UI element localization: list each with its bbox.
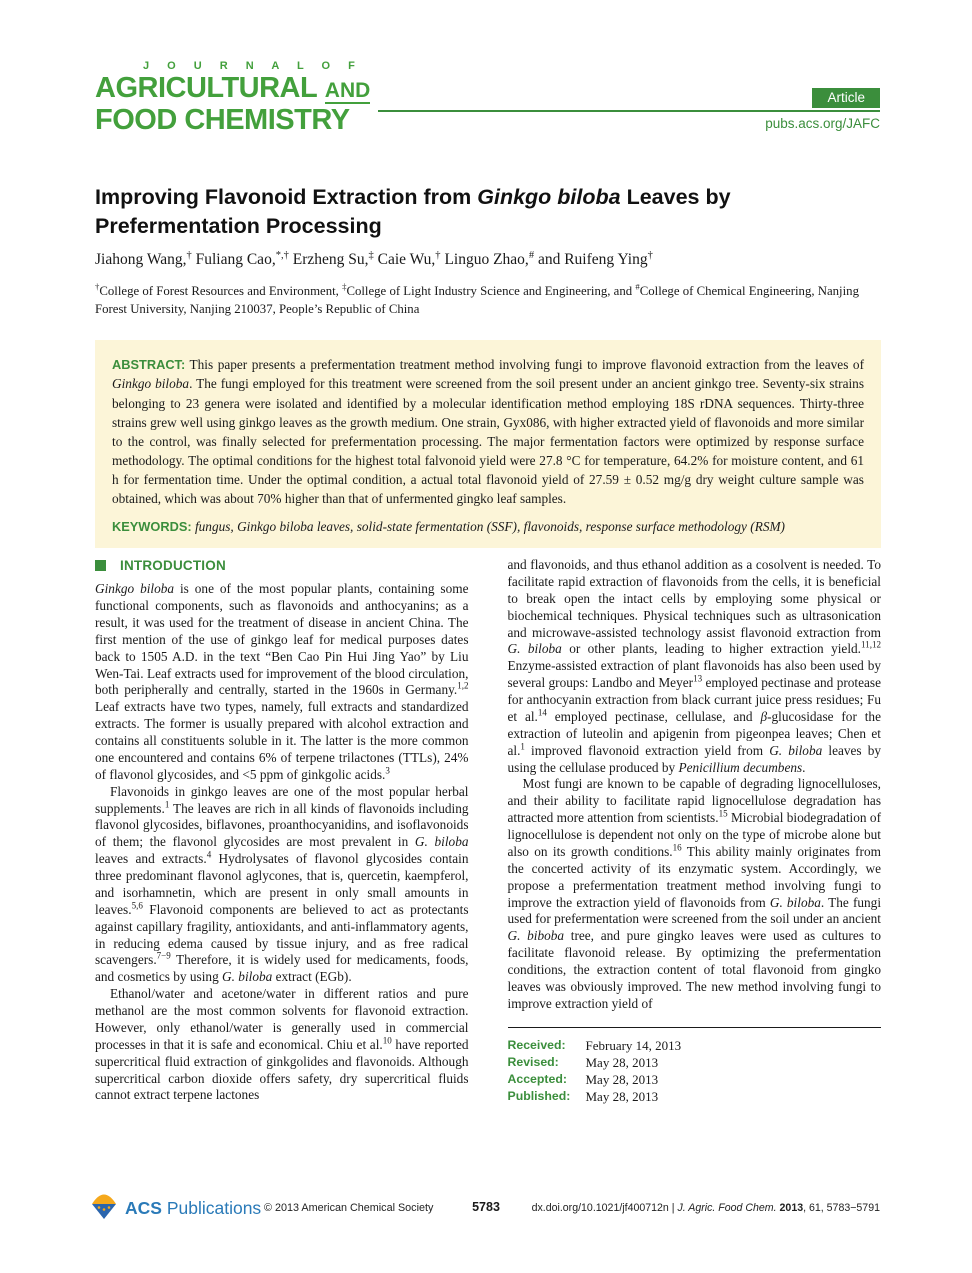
date-row-accepted (508, 1071, 882, 1088)
date-label: Accepted: (507, 1071, 567, 1086)
right-column (508, 557, 882, 1105)
intro-paragraph-5: Most fungi are known to be capable of degrading lignocelluloses, and their ability to facilitate rapid lignocellulose degradation has attracted more attention from scientists.$^{15}$ Microbial biodegradation of lignocellulose is dependent not only on the type of microbe alone but also on its growth conditions.$^{16}$ This ability mainly originates from the concerted activity of its enzymatic system. Accordingly, we propose a prefermentation treatment method involving fungi to improve the extraction yield of flavonoids from G. biloba. The fungi used for prefermentation were screened from the soil under an ancient G. biboba tree, and pure gingko leaves were used as cultures to facilitate flavonoid release. By optimizing the prefermentation conditions, the extraction content of total flavonoid from gingko leaves was obviously improved. The new method involving fungi to improve extraction yield of (507, 776, 882, 1011)
date-row-revised (508, 1054, 882, 1071)
title-block (95, 183, 881, 319)
page-footer (0, 1190, 972, 1230)
journal-logo-line2: FOOD CHEMISTRY (95, 104, 350, 137)
keywords-label: KEYWORDS: (112, 519, 192, 535)
acs-logo-icon (90, 1192, 118, 1225)
date-value: May 28, 2013 (585, 1089, 659, 1105)
header-divider (378, 110, 880, 112)
journal-logo-and: AND (324, 79, 371, 102)
date-label: Published: (507, 1089, 571, 1104)
abstract-label: ABSTRACT: (112, 357, 186, 372)
article-body (95, 557, 881, 1105)
page-number: 5783 (472, 1200, 500, 1214)
date-value: February 14, 2013 (585, 1037, 682, 1053)
left-column (95, 557, 469, 1105)
article-dates-block (508, 1027, 882, 1106)
journal-masthead (95, 60, 370, 137)
keywords-text: fungus, Ginkgo biloba leaves, solid-state fermentation (SSF), flavonoids, response surface methodology (RSM) (194, 519, 785, 535)
intro-paragraph-2: Flavonoids in ginkgo leaves are one of the most popular herbal supplements.$^1$ The leaves are rich in all kinds of flavonoids including flavonol glycosides, biflavones, proanthocyanidins, and isoflavonoids of them; the flavonol glycosides are most prevalent in G. biloba leaves and extracts.$^4$ Hydrolysates of flavonol glycosides contain three predominant flavonol aglycones, that is, quercetin, kaempferol, and isorhamnetin, which are present in only small amounts in leaves.$^{5,6}$ Flavonoid components are believed to act as protectants against capillary fragility, antioxidants, and anti-inflammatory agents, in reducing edema caused by tissue injury, and as free radical scavengers.$^{7-9}$ Therefore, it is widely used for medicaments, foods, and cosmetics by using G. biloba extract (EGb). (95, 783, 469, 985)
abstract-text: This paper presents a prefermentation treatment method involving fungi to improve flavonoid extraction from the leaves of Ginkgo biloba. The fungi employed for this treatment were screened from the soil present under an ancient ginkgo tree. Seventy-six strains belonging to 23 genera were isolated and identified by a molecular identification method employing 18S rDNA sequences. Thirty-three strains grew well using ginkgo leaves as the growth medium. One strain, Gyx086, with higher extracted yield of flavonoids and more similar to the control, was finally selected for prefermentation processing. The major fermentation factors were optimized by response surface methodology. The optimal conditions for the highest total falvonoid yield were 27.8 °C for temperature, 64.2% for moisture content, and 61 h for fermentation time. Under the optimal condition, a actual total flavonoid yield of 27.59 ± 0.52 mg/g dry weight culture sample was obtained, which was about 70% higher than that of unfermented gingko leaf samples. (112, 357, 865, 507)
journal-logo-line1: AGRICULTURAL AND (95, 72, 371, 104)
intro-paragraph-4: and flavonoids, and thus ethanol addition as a cosolvent is needed. To facilitate rapid extraction of flavonoids from the cells, it is beneficial to break open the intact cells by employing some physical or biochemical techniques. Physical techniques such as ultrasonication and microwave-assisted technology assist flavonoid extraction from G. biloba or other plants, leading to higher extraction yield.$^{11,12}$ Enzyme-assisted extraction of plant flavonoids has also been used by several groups: Landbo and Meyer$^{13}$ employed pectinase and protease for anthocyanin extraction from black currant juice press residues; Fu et al.$^{14}$ employed pectinase, cellulase, and β-glucosidase for the extraction of luteolin and apigenin from pigeonpea leaves; Chen et al.$^1$ improved flavonoid extraction yield from G. biloba leaves by using the cellulase produced by Penicillium decumbens. (507, 557, 882, 775)
acs-publications-logo[interactable] (90, 1192, 261, 1225)
date-value: May 28, 2013 (585, 1071, 659, 1087)
acs-logo-text: ACS Publications (125, 1198, 262, 1218)
abstract-paragraph (112, 355, 864, 508)
abstract-box (95, 340, 881, 548)
date-label: Received: (507, 1037, 566, 1052)
article-type-badge: Article (812, 88, 880, 108)
journal-of-text: J O U R N A L O F (143, 60, 363, 72)
intro-paragraph-1: Ginkgo biloba is one of the most popular plants, containing some functional components, such as flavonoids and anthocyanins; as a result, it was used for the treatment of disease in ancient China. The first mention of the use of ginkgo leaf for medical purposes dates back to 1505 A.D. in the text “Ben Cao Pin Hui Jing Yao” by Liu Wen-Tai. Leaf extracts used for improvement of the blood circulation, both peripherally and centrally, started in the 1960s in Germany.$^{1,2}$ Leaf extracts have two types, namely, full extracts and standardized extracts. The former is usually prepared with alcohol extraction and contains all constituents soluble in it. The latter is the more common one encountered and contains 6% of terpene trilactones (TTLs), 24% of flavonol glycosides, and <5 ppm of ginkgolic acids.$^3$ (95, 581, 469, 782)
date-value: May 28, 2013 (585, 1054, 659, 1070)
introduction-heading-label: INTRODUCTION (120, 558, 226, 573)
journal-url-link[interactable]: pubs.acs.org/JAFC (765, 116, 880, 131)
date-label: Revised: (507, 1054, 559, 1069)
date-row-published (508, 1088, 882, 1105)
introduction-heading (95, 557, 469, 574)
doi-link[interactable]: dx.doi.org/10.1021/jf400712n | J. Agric. Food Chem. 2013, 61, 5783−5791 (531, 1202, 880, 1214)
intro-paragraph-3: Ethanol/water and acetone/water in different ratios and pure methanol are the most common solvents for flavonoid extraction. However, only ethanol/water is generally used in commercial processes in that it is safe and economical. Chiu et al.$^{10}$ have reported supercritical fluid extraction of ginkgolides and flavonoids. Although supercritical carbon dioxide offers safety, dry supercritical fluids cannot extract terpene lactones (95, 986, 469, 1103)
copyright-notice: © 2013 American Chemical Society (264, 1202, 434, 1214)
paper-title: Improving Flavonoid Extraction from Ginkgo biloba Leaves by Prefermentation Processing (95, 185, 731, 238)
date-row-received (508, 1037, 882, 1054)
affiliations: †College of Forest Resources and Environment, ‡College of Light Industry Science and Engineering, and #College of Chemical Engineering, Nanjing Forest University, Nanjing 210037, People’s Republic of China (95, 281, 859, 317)
section-square-icon (95, 560, 106, 571)
keywords-line (112, 519, 864, 535)
author-list: Jiahong Wang,† Fuliang Cao,*,† Erzheng Su,‡ Caie Wu,† Linguo Zhao,# and Ruifeng Ying† (95, 250, 653, 269)
